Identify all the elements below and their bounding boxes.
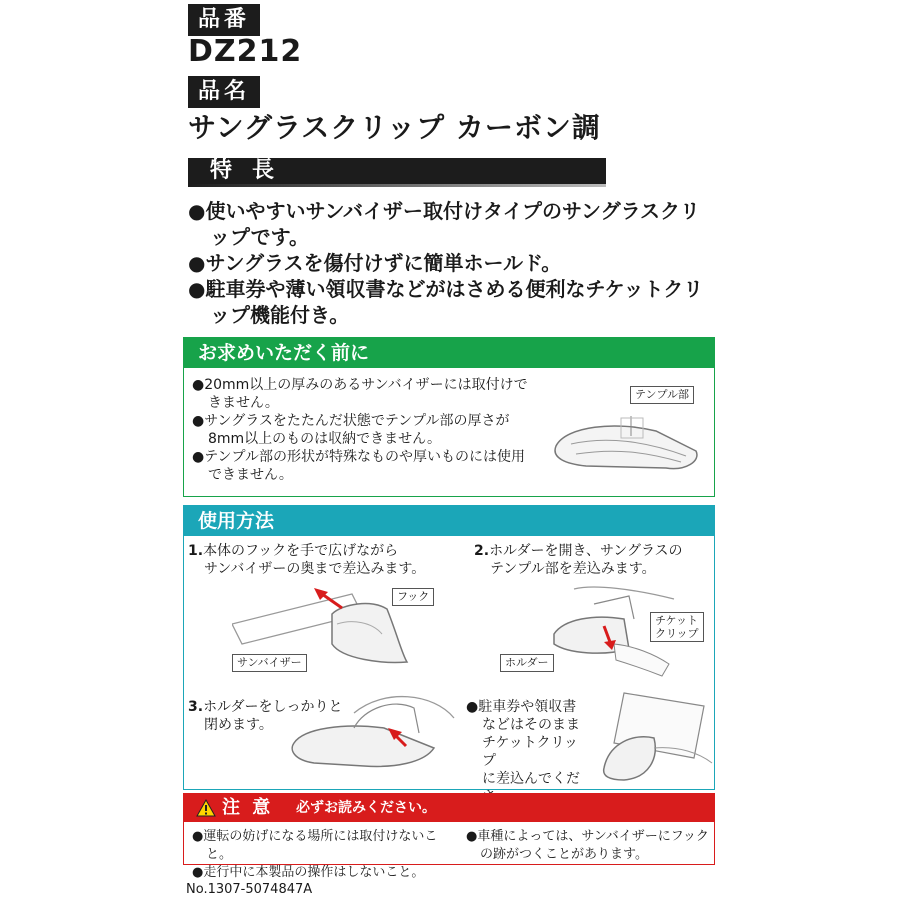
caution-heading (184, 794, 714, 822)
ticket-clip-label-line1: チケット (655, 614, 699, 627)
ticket-clip-label-line2: クリップ (655, 627, 699, 640)
features-heading-bar (188, 158, 606, 188)
note-line3: チケットクリップ (482, 735, 578, 769)
features-heading: 特長 (188, 158, 606, 184)
product-no-label: 品番 (188, 4, 260, 36)
note-line4: に差込んでくだ (482, 771, 580, 787)
product-no: DZ212 (188, 34, 303, 69)
step-2-line1: ホルダーを開き、サングラスの (489, 543, 683, 559)
feature-item: ●使いやすいサンバイザー取付けタイプのサングラスクリップです。 (188, 199, 701, 249)
caution-item: ●車種によっては、サンバイザーにフックの跡がつくことがあります。 (466, 829, 709, 862)
step-3-figure (284, 688, 459, 783)
feature-item: ●駐車券や薄い領収書などがはさめる便利なチケットクリップ機能付き。 (188, 277, 704, 327)
warning-icon (196, 799, 216, 817)
list-item: ●テンプル部の形状が特殊なものや厚いものには使用できません。 (192, 449, 525, 483)
caution-left-list (192, 828, 462, 882)
features-list (188, 198, 718, 328)
caution-subtitle: 必ずお読みください。 (296, 800, 436, 816)
usage-heading: 使用方法 (184, 506, 714, 536)
step-3-line1: ホルダーをしっかりと (203, 699, 343, 715)
feature-item: ●サングラスを傷付けずに簡単ホールド。 (188, 251, 562, 275)
visor-label: サンバイザー (232, 654, 307, 672)
step-3-number: 3. (188, 699, 204, 715)
step-1-text (188, 542, 448, 578)
footer-code: No.1307-5074847A (186, 882, 313, 897)
list-item: ●サングラスをたたんだ状態でテンプル部の厚さが8mm以上のものは収納できません。 (192, 413, 510, 447)
ticket-clip-label (650, 612, 704, 642)
usage-section (183, 505, 715, 790)
step-1-line2: サンバイザーの奥まで差込みます。 (204, 561, 426, 577)
caution-title: 注 意 (222, 797, 274, 818)
step-3-line2: 閉めます。 (204, 717, 273, 733)
step-1-number: 1. (188, 543, 204, 559)
step-1-line1: 本体のフックを手で広げながら (203, 543, 399, 559)
caution-item: ●運転の妨げになる場所には取付けないこと。 (192, 829, 438, 862)
caution-item: ●走行中に本製品の操作はしないこと。 (192, 865, 425, 880)
note-line2: などはそのまま (482, 717, 580, 733)
caution-section (183, 793, 715, 880)
before-purchase-heading: お求めいただく前に (184, 338, 714, 368)
note-line1: ●駐車券や領収書 (466, 699, 577, 715)
step-2-text (474, 542, 714, 578)
list-item: ●20mm以上の厚みのあるサンバイザーには取付けできません。 (192, 377, 528, 411)
product-name-label: 品名 (188, 76, 260, 108)
note-figure (594, 688, 714, 788)
caution-right-list (466, 828, 711, 864)
temple-label: テンプル部 (630, 386, 694, 404)
step-2-number: 2. (474, 543, 490, 559)
product-name: サングラスクリップ カーボン調 (188, 111, 601, 144)
before-purchase-list (192, 376, 532, 484)
hook-label: フック (392, 588, 434, 606)
sunglass-clip-figure (546, 396, 706, 486)
holder-label: ホルダー (500, 654, 554, 672)
before-purchase-section (183, 337, 715, 497)
step-2-line2: テンプル部を差込みます。 (490, 561, 656, 577)
